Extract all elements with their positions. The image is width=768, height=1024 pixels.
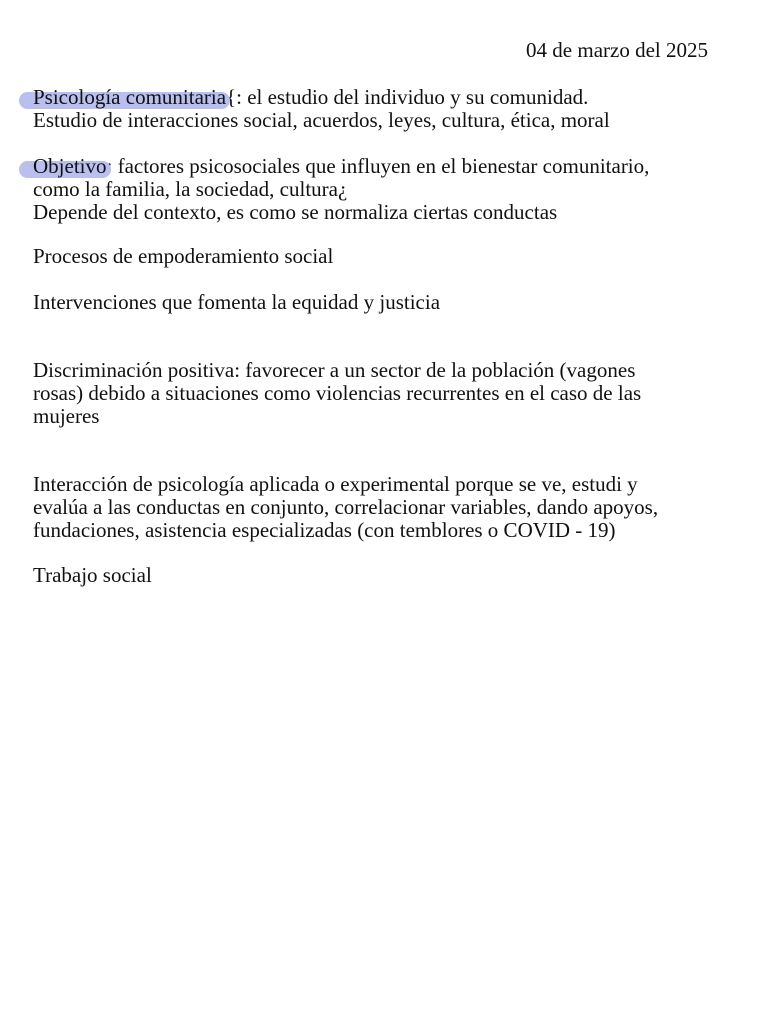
interaccion-line-1: Interacción de psicología aplicada o experimental porque se ve, estudi y: [33, 472, 638, 496]
paragraph-empoderamiento: [33, 245, 733, 268]
definition-detail: Estudio de interacciones social, acuerdos, leyes, cultura, ética, moral: [33, 108, 610, 132]
paragraph-discriminacion: [33, 359, 733, 428]
paragraph-intervenciones: [33, 291, 733, 314]
interaccion-line-2: evalúa a las conductas en conjunto, correlacionar variables, dando apoyos,: [33, 495, 659, 519]
discriminacion-line-3: mujeres: [33, 404, 100, 428]
paragraph-definition: [33, 86, 733, 132]
objetivo-line-2: como la familia, la sociedad, cultura¿: [33, 177, 348, 201]
discriminacion-line-2: rosas) debido a situaciones como violencias recurrentes en el caso de las: [33, 381, 642, 405]
empoderamiento-text: Procesos de empoderamiento social: [33, 244, 334, 268]
interaccion-line-3: fundaciones, asistencia especializadas (con temblores o COVID - 19): [33, 518, 616, 542]
note-date: 04 de marzo del 2025: [526, 38, 708, 62]
objetivo-line-3: Depende del contexto, es como se normaliza ciertas conductas: [33, 200, 558, 224]
objetivo-text: : factores psicosociales que influyen en el bienestar comunitario,: [106, 154, 650, 178]
trabajo-social-text: Trabajo social: [33, 563, 152, 587]
definition-text: {: el estudio del individuo y su comunidad.: [226, 85, 589, 109]
discriminacion-line-1: Discriminación positiva: favorecer a un sector de la población (vagones: [33, 358, 636, 382]
highlighted-term-objetivo: Objetivo: [33, 154, 107, 178]
intervenciones-text: Intervenciones que fomenta la equidad y justicia: [33, 290, 441, 314]
highlighted-term-psicologia-comunitaria: Psicología comunitaria: [33, 85, 227, 109]
paragraph-trabajo-social: [33, 564, 733, 587]
paragraph-objetivo: [33, 155, 733, 224]
paragraph-interaccion: [33, 473, 733, 542]
